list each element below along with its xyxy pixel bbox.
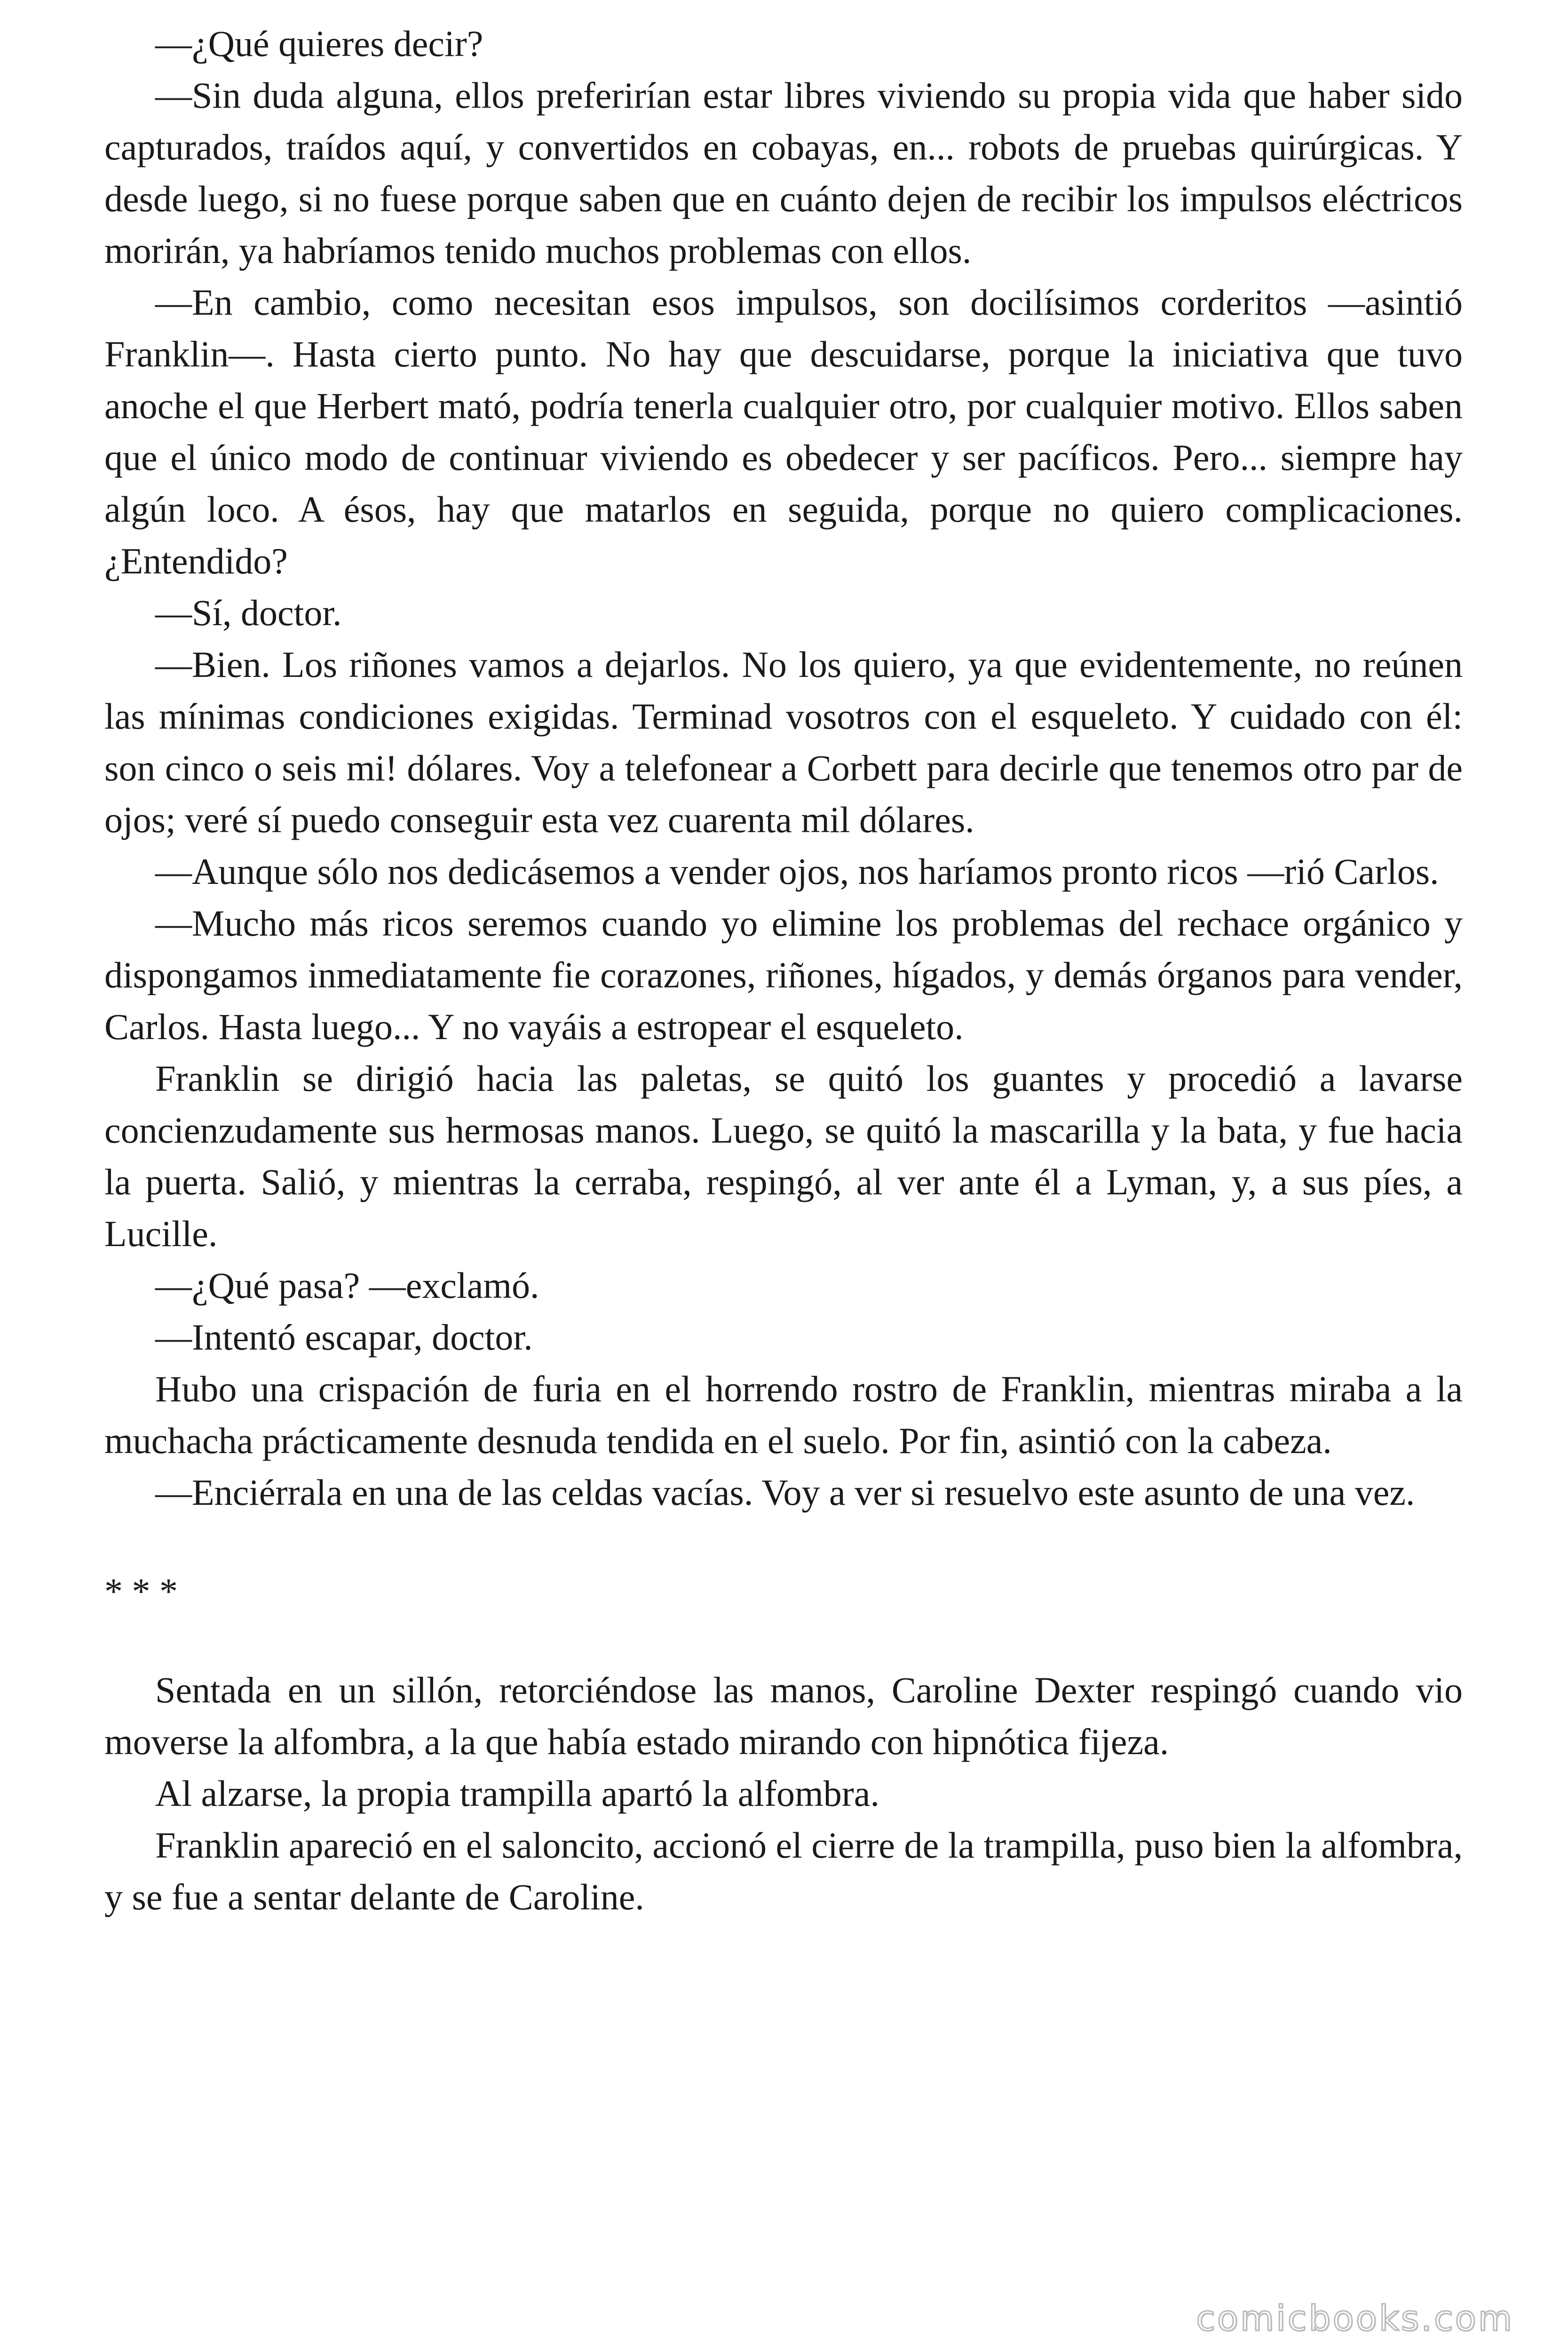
paragraph: —Enciérrala en una de las celdas vacías. Voy a ver si resuelvo este asunto de una vez.	[155, 1472, 1415, 1513]
page-text	[104, 18, 1463, 1923]
paragraph: Sentada en un sillón, retorciéndose las manos, Caroline Dexter respingó cuando vio moverse la alfombra, a la que había estado mirando con hipnótica fijeza.	[104, 1669, 1463, 1762]
paragraph: —Sin duda alguna, ellos preferirían estar libres viviendo su propia vida que haber sido capturados, traídos aquí, y convertidos en cobayas, en... robots de pruebas quirúrgicas. Y desde luego, si no fuese porque saben que en cuánto dejen de recibir los impulsos eléctricos morirán, ya habríamos tenido muchos problemas con ellos.	[104, 75, 1463, 271]
paragraph: —Mucho más ricos seremos cuando yo elimine los problemas del rechace orgánico y dispongamos inmediatamente fie corazones, riñones, hígados, y demás órganos para vender, Carlos. Hasta luego... Y no vayáis a estropear el esqueleto.	[104, 903, 1463, 1047]
paragraph: —Intentó escapar, doctor.	[155, 1317, 533, 1358]
paragraph: Franklin apareció en el saloncito, accionó el cierre de la trampilla, puso bien la alfombra, y se fue a sentar delante de Caroline.	[104, 1825, 1463, 1917]
scene-break: * * *	[104, 1571, 178, 1612]
paragraph: Al alzarse, la propia trampilla apartó la alfombra.	[155, 1773, 879, 1814]
paragraph: —Sí, doctor.	[155, 592, 342, 633]
paragraph: —Bien. Los riñones vamos a dejarlos. No los quiero, ya que evidentemente, no reúnen las mínimas condiciones exigidas. Terminad vosotros con el esqueleto. Y cuidado con él: son cinco o seis mi! dólares. Voy a telefonear a Corbett para decirle que tenemos otro par de ojos; veré sí puedo conseguir esta vez cuarenta mil dólares.	[104, 644, 1463, 840]
paragraph: —En cambio, como necesitan esos impulsos, son docilísimos corderitos —asintió Franklin—. Hasta cierto punto. No hay que descuidarse, porque la iniciativa que tuvo anoche el que Herbert mató, podría tenerla cualquier otro, por cualquier motivo. Ellos saben que el único modo de continuar viviendo es obedecer y ser pacíficos. Pero... siempre hay algún loco. A ésos, hay que matarlos en seguida, porque no quiero complicaciones. ¿Entendido?	[104, 282, 1463, 581]
paragraph: —¿Qué pasa? —exclamó.	[155, 1265, 539, 1306]
paragraph: Franklin se dirigió hacia las paletas, se quitó los guantes y procedió a lavarse concienzudamente sus hermosas manos. Luego, se quitó la mascarilla y la bata, y fue hacia la puerta. Salió, y mientras la cerraba, respingó, al ver ante él a Lyman, y, a sus píes, a Lucille.	[104, 1058, 1463, 1254]
paragraph: —Aunque sólo nos dedicásemos a vender ojos, nos haríamos pronto ricos —rió Carlos.	[155, 851, 1439, 892]
paragraph: —¿Qué quieres decir?	[155, 23, 483, 64]
watermark: comicbooks.com	[1196, 2298, 1514, 2339]
paragraph: Hubo una crispación de furia en el horrendo rostro de Franklin, mientras miraba a la muchacha prácticamente desnuda tendida en el suelo. Por fin, asintió con la cabeza.	[104, 1368, 1463, 1461]
